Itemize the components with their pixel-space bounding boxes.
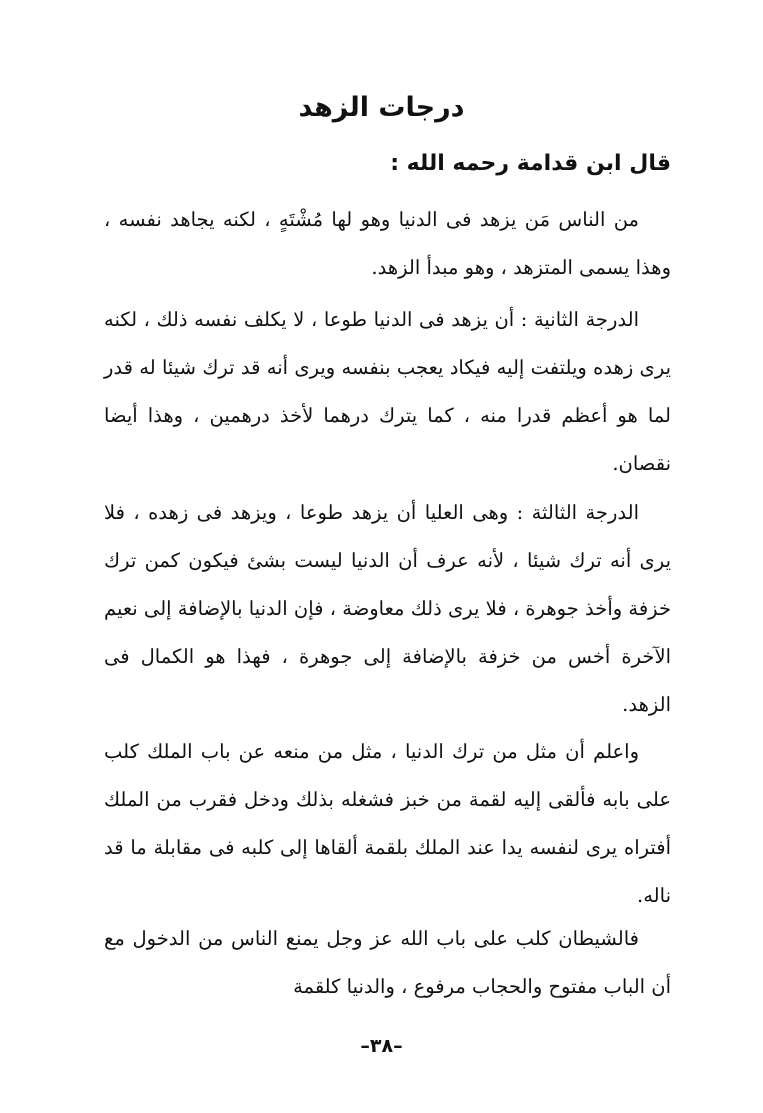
page-title: درجات الزهد xyxy=(298,92,465,123)
paragraph-3: الدرجة الثالثة : وهى العليا أن يزهد طوعا ، ويزهد فى زهده ، فلا يرى أنه ترك شيئا ، لأنه عرف أن الدنيا ليست بشئ فيكون كمن ترك خزفة وأخذ جوهرة ، فلا يرى ذلك معاوضة ، فإن الدنيا بالإضافة إلى نعيم الآخرة أخس من خزفة بالإضافة إلى جوهرة ، فهذا هو الكمال فى الزهد. xyxy=(104,501,671,716)
paragraph-4: واعلم أن مثل من ترك الدنيا ، مثل من منعه عن باب الملك كلب على بابه فألقى إليه لقمة من خبز فشغله بذلك ودخل فقرب من الملك أفتراه يرى لنفسه يدا عند الملك بلقمة ألقاها إلى كلبه فى مقابلة ما قد ناله. xyxy=(104,740,671,907)
paragraph-2: الدرجة الثانية : أن يزهد فى الدنيا طوعا ، لا يكلف نفسه ذلك ، لكنه يرى زهده ويلتفت إليه فيكاد يعجب بنفسه ويرى أنه قد ترك شيئا له قدر لما هو أعظم قدرا منه ، كما يترك درهما لأخذ درهمين ، وهذا أيضا نقصان. xyxy=(104,308,671,475)
page-number: –٣٨– xyxy=(360,1035,403,1057)
paragraph-1: من الناس مَن يزهد فى الدنيا وهو لها مُشْتَهٍ ، لكنه يجاهد نفسه ، وهذا يسمى المتزهد ، وهو مبدأ الزهد. xyxy=(104,208,671,279)
intro-line: قال ابن قدامة رحمه الله : xyxy=(390,151,671,176)
paragraph-5: فالشيطان كلب على باب الله عز وجل يمنع الناس من الدخول مع أن الباب مفتوح والحجاب مرفوع ، والدنيا كلقمة xyxy=(104,927,671,998)
